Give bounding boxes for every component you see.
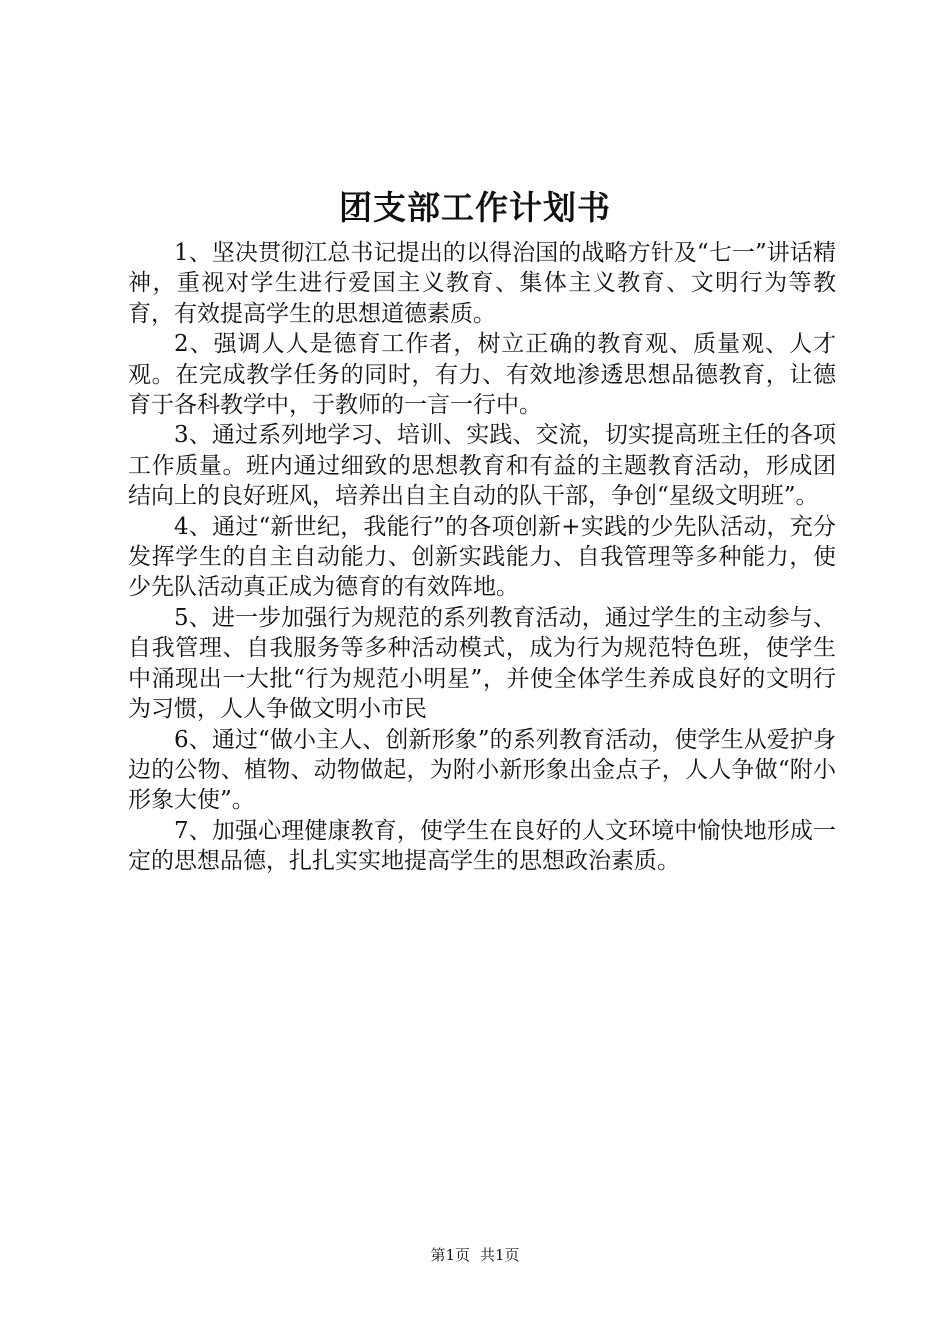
page-footer	[0, 1245, 950, 1265]
paragraph-5: 5、进一步加强行为规范的系列教育活动，通过学生的主动参与、自我管理、自我服务等多种活动模式，成为行为规范特色班，使学生中涌现出一大批“行为规范小明星”，并使全体学生养成良好的文明行为习惯，人人争做文明小市民	[128, 604, 836, 723]
paragraph-6: 6、通过“做小主人、创新形象”的系列教育活动，使学生从爱护身边的公物、植物、动物做起，为附小新形象出金点子，人人争做“附小形象大使”。	[128, 726, 836, 814]
page-number: 第1页	[430, 1246, 470, 1264]
paragraph-3: 3、通过系列地学习、培训、实践、交流，切实提高班主任的各项工作质量。班内通过细致的思想教育和有益的主题教育活动，形成团结向上的良好班风，培养出自主自动的队干部，争创“星级文明班”。	[128, 422, 836, 510]
paragraph-1: 1、坚决贯彻江总书记提出的以得治国的战略方针及“七一”讲话精神，重视对学生进行爱国主义教育、集体主义教育、文明行为等教育，有效提高学生的思想道德素质。	[128, 240, 836, 327]
document-body	[128, 238, 836, 877]
document-title: 团支部工作计划书	[339, 188, 611, 227]
paragraph-2: 2、强调人人是德育工作者，树立正确的教育观、质量观、人才观。在完成教学任务的同时，有力、有效地渗透思想品德教育，让德育于各科教学中，于教师的一言一行中。	[128, 331, 836, 419]
paragraph-7: 7、加强心理健康教育，使学生在良好的人文环境中愉快地形成一定的思想品德，扎扎实实地提高学生的思想政治素质。	[128, 817, 836, 875]
page-total: 共1页	[480, 1246, 520, 1264]
paragraph-4: 4、通过“新世纪，我能行”的各项创新+实践的少先队活动，充分发挥学生的自主自动能力、创新实践能力、自我管理等多种能力，使少先队活动真正成为德育的有效阵地。	[128, 513, 836, 601]
